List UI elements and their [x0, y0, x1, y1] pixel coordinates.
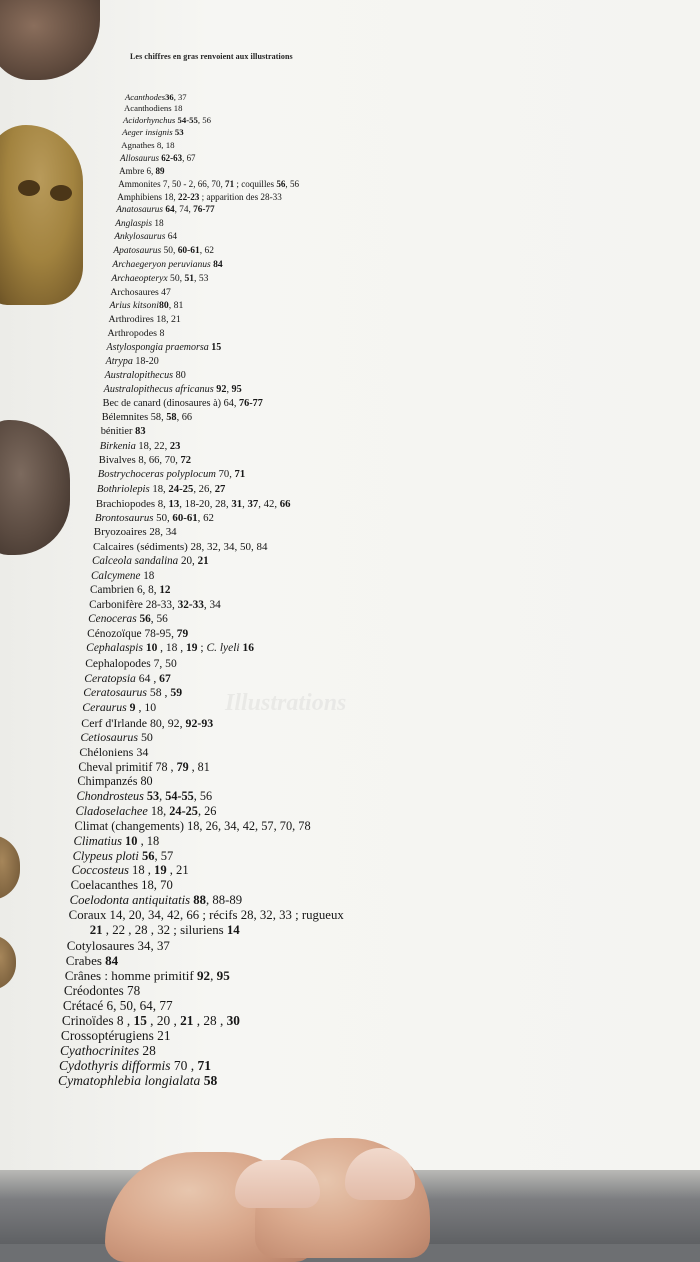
index-term: Birkenia	[99, 440, 136, 452]
index-entry	[89, 599, 221, 611]
index-entry	[110, 287, 170, 298]
page-ref: , 26	[197, 804, 217, 819]
page-ref: 95	[231, 384, 242, 396]
page-ref: 50	[137, 730, 153, 745]
page-ref: 18, 26, 34, 42, 57, 70, 78	[183, 818, 311, 833]
index-entry	[85, 657, 177, 670]
page-ref: 34	[133, 744, 149, 759]
page-ref: 6, 50, 64, 77	[103, 997, 173, 1013]
index-term: Ammonites	[118, 178, 161, 189]
page-ref: 80	[159, 300, 169, 312]
page-ref: 71	[197, 1057, 212, 1073]
page-ref: 18	[152, 218, 164, 229]
page-ref: 95	[216, 967, 230, 983]
index-term: Arius kitsoni	[109, 300, 160, 312]
page-ref: 9	[126, 700, 136, 714]
page-ref: ;	[197, 642, 207, 655]
index-entry	[66, 953, 118, 969]
page-ref: , 56	[150, 613, 168, 626]
index-term: Agnathes	[121, 139, 155, 150]
page-ref: C. lyeli	[206, 642, 240, 655]
page-ref: 76-77	[193, 205, 215, 216]
page-ref: , 67	[182, 152, 196, 163]
index-term: Bothriolepis	[96, 483, 150, 496]
index-entry	[98, 469, 245, 480]
index-term: Cladoselachee	[75, 804, 148, 819]
page-ref: , 26,	[193, 483, 215, 496]
page-ref: , 42,	[258, 497, 280, 510]
page-ref: 79	[176, 627, 189, 640]
page-ref: 18	[171, 103, 183, 114]
index-term: Brachiopodes	[95, 497, 156, 510]
page-ref: , 37	[173, 92, 187, 102]
page-ref: 89	[155, 165, 165, 176]
page-ref: 60-61	[177, 245, 200, 256]
skull-eye-left	[18, 180, 40, 196]
page-ref: , 57	[154, 848, 174, 863]
page-ref: 54-55	[165, 789, 194, 804]
index-term: Acanthodiens	[124, 103, 172, 114]
page-ref: 12	[159, 584, 171, 597]
index-header-note: Les chiffres en gras renvoient aux illustrations	[130, 52, 293, 61]
index-term: Climat (changements)	[74, 818, 184, 833]
index-entry	[58, 1073, 217, 1089]
page-ref: , 74,	[174, 205, 194, 216]
index-entry	[109, 300, 183, 311]
skull-photo	[0, 125, 83, 305]
index-entry	[115, 219, 163, 229]
page-ref: 8, 18	[154, 139, 175, 150]
page-ref: 15	[133, 1012, 147, 1028]
index-term: Cenoceras	[88, 613, 137, 626]
index-term: Coraux	[68, 908, 107, 923]
index-term: Cetiosaurus	[80, 730, 138, 745]
page-ref: 64,	[221, 398, 239, 410]
page-ref: , 18 ,	[157, 642, 187, 655]
index-term: Astylospongia praemorsa	[106, 342, 209, 354]
index-term: Calcaires (sédiments)	[92, 540, 188, 553]
page-ref: , 56	[193, 789, 213, 804]
page-ref: 66	[279, 497, 291, 510]
page-ref: , 21	[166, 863, 189, 878]
page-ref: 14, 20, 34, 42, 66 ; récifs 28, 32, 33 ; rugueux	[106, 908, 344, 923]
index-entry	[95, 512, 214, 524]
index-entry	[97, 483, 226, 495]
page-ref: , 34	[203, 598, 221, 611]
page-ref: 18 ,	[128, 863, 155, 878]
index-term: Coccosteus	[71, 863, 129, 878]
page-ref: 58	[200, 1073, 218, 1088]
page-ref: 64	[163, 205, 175, 216]
index-term: Arthrodires	[108, 314, 154, 326]
index-term: Brontosaurus	[94, 512, 154, 525]
page-ref: 8,	[155, 497, 169, 510]
index-term: Australopithecus	[104, 369, 174, 381]
index-entry	[101, 426, 146, 437]
page-ref: 83	[132, 426, 146, 438]
page-ref: 18, 22,	[135, 440, 170, 452]
page-ref: 31	[231, 497, 243, 510]
page-ref: , 20 ,	[146, 1012, 181, 1028]
page-ref: ,	[226, 384, 232, 396]
page-ref: ; apparition des 28-33	[199, 191, 282, 202]
page-ref: 56	[136, 613, 151, 626]
index-entry	[125, 92, 187, 102]
index-term: Chondrosteus	[76, 789, 144, 804]
page-ref: 22-23	[178, 191, 200, 202]
index-entry	[103, 398, 263, 409]
page-ref: 19	[154, 863, 167, 878]
index-entry	[70, 893, 242, 908]
page-ref: 88	[190, 893, 207, 908]
page-ref: 64	[165, 232, 178, 243]
index-entry	[104, 384, 242, 395]
index-term: Cheval primitif	[78, 759, 153, 774]
page-ref: 21	[153, 1027, 171, 1043]
page-ref: , 56	[285, 178, 300, 189]
page-ref: 67	[159, 671, 171, 685]
page-ref: , 53	[194, 272, 209, 284]
page-ref: 24-25	[168, 483, 194, 496]
index-term: Apatosaurus	[113, 245, 162, 256]
index-entry	[64, 983, 140, 999]
page-ref: 54-55	[175, 114, 198, 125]
index-term: Amphibiens	[117, 191, 162, 202]
index-entry	[69, 908, 344, 923]
page-ref: 32-33	[177, 598, 204, 611]
index-term: Crossoptérugiens	[60, 1027, 154, 1043]
index-entry	[121, 140, 175, 150]
index-term: Archaeopteryx	[111, 272, 168, 284]
page-ref: 56	[276, 178, 286, 189]
page-ref: 50,	[167, 272, 185, 284]
page-ref: 50,	[153, 512, 173, 525]
page-ref: 80	[173, 369, 186, 381]
page-ref: 34, 37	[134, 937, 170, 953]
page-ref: , 62	[199, 245, 214, 256]
page-ref: 16	[239, 642, 254, 655]
page-ref: 78	[123, 982, 141, 998]
page-ref: 84	[210, 259, 223, 271]
index-entry	[107, 342, 222, 353]
index-entry	[92, 555, 209, 567]
page-ref: 71	[234, 469, 246, 481]
index-entry	[75, 804, 216, 819]
page-ref: 78-95,	[141, 627, 177, 640]
index-entry	[82, 701, 156, 715]
index-entry	[87, 628, 188, 640]
index-term: Crinoïdes	[61, 1012, 114, 1028]
index-term: Calcymene	[91, 569, 141, 582]
index-entry	[61, 1028, 171, 1044]
index-term: Coelodonta antiquitatis	[69, 893, 191, 908]
index-entry	[96, 498, 291, 510]
index-entry	[80, 730, 153, 745]
page-ref: , 81	[168, 300, 184, 312]
index-entry	[122, 127, 184, 137]
index-term: Ceratosaurus	[83, 686, 147, 700]
index-entry	[79, 745, 148, 760]
page-ref: 51	[184, 272, 195, 284]
index-term: Aeger insignis	[122, 127, 173, 138]
index-entry	[99, 455, 191, 466]
fossil-photo-lower	[0, 835, 20, 900]
index-entry	[62, 1013, 240, 1029]
index-entry	[63, 998, 173, 1014]
index-entry	[74, 834, 160, 849]
index-entry	[116, 205, 214, 215]
index-term: Ceratopsia	[84, 671, 136, 685]
page-ref: , 10	[135, 700, 157, 714]
index-term: Carbonifère	[89, 598, 143, 611]
page-ref: 24-25	[169, 804, 198, 819]
index-entry	[119, 166, 164, 176]
page-ref: 8	[156, 328, 165, 340]
page-ref: 53	[143, 789, 160, 804]
page-ref: 80	[137, 774, 153, 789]
index-entry	[105, 370, 186, 381]
page-ref: 20,	[178, 555, 198, 568]
index-term: Bec de canard (dinosaures à)	[102, 398, 222, 410]
page-ref: 21	[197, 555, 209, 568]
index-entry	[78, 760, 209, 775]
index-term: Atrypa	[105, 355, 133, 367]
index-entry	[106, 356, 159, 367]
page-ref: 36	[165, 92, 174, 102]
index-term: Bélemnites	[101, 412, 149, 424]
skull-eye-right	[50, 185, 72, 201]
page-ref: 58,	[148, 412, 167, 424]
page-ref: 23	[169, 440, 181, 452]
index-term: Archosaures	[110, 286, 159, 298]
page-ref: 18,	[147, 804, 170, 819]
page-ref: 28-33,	[142, 598, 178, 611]
page-ref: , 18	[137, 833, 160, 848]
index-term: Allosaurus	[120, 152, 159, 163]
page-ref: 18,	[149, 483, 169, 496]
index-term: Ankylosaurus	[114, 232, 166, 243]
page-ref: 28, 32, 34, 50, 84	[187, 540, 268, 553]
page-ref: 76-77	[238, 398, 263, 410]
index-term: Clypeus ploti	[72, 848, 139, 863]
index-term: Bryozoaires	[93, 526, 147, 539]
index-term: Crétacé	[62, 997, 104, 1013]
index-entry	[124, 103, 182, 113]
page-ref: , 81	[188, 759, 210, 774]
index-entry	[93, 541, 268, 553]
page-ref: 72	[180, 454, 192, 466]
page-ref: 70 ,	[170, 1057, 198, 1073]
page-ref: 8, 66, 70,	[135, 454, 181, 466]
index-term: Chimpanzés	[77, 774, 138, 789]
index-entry	[67, 938, 170, 954]
page-ref: 6,	[144, 165, 156, 176]
index-entry	[75, 819, 311, 834]
page-ref: 47	[158, 286, 171, 298]
index-term: Crabes	[65, 952, 102, 968]
page-ref: 80, 92,	[146, 715, 186, 730]
index-term: Cerf d'Irlande	[81, 715, 147, 730]
page-ref: , 28 ,	[193, 1012, 227, 1028]
page-ref: 92	[193, 967, 211, 983]
page-ref: 14	[226, 922, 240, 937]
index-term: Australopithecus africanus	[103, 384, 214, 396]
index-entry	[112, 259, 222, 270]
index-entry	[113, 246, 214, 256]
page-ref: 50,	[161, 245, 178, 256]
fossil-photo-middle	[0, 420, 70, 555]
page-ref: 58	[166, 412, 177, 424]
page-ref: , 66	[176, 412, 193, 424]
index-entry	[123, 115, 211, 125]
page-ref: 92-93	[185, 715, 214, 730]
page-ref: ; coquilles	[234, 178, 277, 189]
index-entry	[100, 441, 181, 452]
index-term: Ceraurus	[82, 700, 127, 714]
page-ref: 62-63	[158, 152, 183, 163]
index-entry	[114, 232, 177, 242]
index-entry	[90, 923, 240, 938]
page-ref: ,	[210, 967, 217, 983]
index-entry	[108, 314, 180, 325]
index-entry	[120, 153, 195, 163]
page-ref: 8 ,	[113, 1012, 134, 1028]
page-ref: 18, 70	[138, 878, 173, 893]
page-ref: , 18-20, 28,	[179, 497, 232, 510]
page-ref: 84	[101, 952, 119, 968]
index-term: Bivalves	[98, 454, 136, 466]
page-ref: 79	[176, 759, 189, 774]
index-entry	[76, 789, 212, 804]
fossil-photo-top	[0, 0, 100, 80]
index-entry	[77, 774, 152, 789]
page-ref: 37	[247, 497, 259, 510]
page-ref: 10	[121, 833, 138, 848]
page-ref: 15	[208, 342, 222, 354]
page-ref: , 22 , 28 , 32 ; siluriens	[102, 922, 227, 937]
page-ref: 60-61	[172, 512, 198, 525]
page-ref: 28	[139, 1042, 156, 1058]
page-ref: 21	[89, 922, 103, 937]
index-term: Cénozoïque	[87, 627, 142, 640]
page-ref: 78 ,	[152, 759, 177, 774]
index-entry	[84, 672, 171, 685]
index-term: Coelacanthes	[70, 878, 138, 893]
bleed-through-text: Illustrations	[225, 690, 347, 716]
page-ref: 18-20	[132, 355, 159, 367]
page-ref: 18, 21	[153, 314, 181, 326]
index-entry	[60, 1043, 156, 1059]
page-ref: ,	[242, 497, 248, 510]
page-ref: , 62	[197, 512, 214, 525]
page-ref: 28, 34	[146, 526, 177, 539]
index-entry	[83, 686, 182, 699]
page-ref: 18	[140, 569, 155, 582]
page-ref: 18,	[161, 191, 179, 202]
index-term: Cydothyris difformis	[58, 1057, 171, 1073]
index-term: Archaegeryon peruvianus	[112, 259, 211, 271]
page-ref: 30	[226, 1012, 240, 1028]
index-entry	[71, 878, 173, 893]
index-term: Cyathocrinites	[59, 1042, 140, 1058]
page-ref: ,	[159, 789, 166, 804]
page-ref: , 56	[197, 114, 211, 125]
index-entry	[59, 1058, 211, 1074]
index-term: Cephalaspis	[86, 642, 143, 655]
index-term: Chéloniens	[79, 744, 134, 759]
page-ref: 53	[172, 127, 184, 138]
index-entry	[111, 273, 208, 284]
index-entry	[108, 328, 165, 339]
page-ref: 19	[186, 642, 198, 655]
page-ref: 13	[168, 497, 180, 510]
index-term: Cephalopodes	[85, 656, 151, 670]
index-entry	[90, 584, 170, 596]
index-entry	[91, 570, 154, 582]
index-term: Ambre	[119, 165, 145, 176]
page-ref: 7, 50 - 2, 66, 70,	[160, 178, 226, 189]
index-entry	[65, 968, 230, 984]
index-entry	[72, 863, 189, 878]
index-entry	[86, 642, 254, 654]
index-term: Acanthodes	[125, 92, 166, 102]
page-ref: 7, 50	[150, 656, 177, 670]
index-entry	[73, 849, 174, 864]
page-ref: 64 ,	[135, 671, 160, 685]
page-ref: 59	[170, 686, 183, 700]
index-term: Cambrien	[90, 584, 135, 597]
index-term: Arthropodes	[107, 328, 157, 340]
index-entry	[118, 179, 299, 189]
page-ref: 71	[225, 178, 235, 189]
index-term: Cotylosaures	[66, 937, 135, 953]
index-entry	[117, 192, 282, 202]
index-entry	[88, 613, 168, 625]
index-entry	[102, 412, 192, 423]
page-ref: 10	[142, 642, 158, 655]
page-ref: 6, 8,	[134, 584, 160, 597]
index-term: Acidorhynchus	[123, 114, 176, 125]
page-ref: 27	[214, 483, 226, 496]
index-term: Anglaspis	[115, 218, 153, 229]
page-ref: 56	[138, 848, 155, 863]
index-term: bénitier	[100, 426, 133, 438]
index-term: Climatius	[73, 833, 122, 848]
page-ref: 92	[213, 384, 227, 396]
fossil-photo-bottom	[0, 935, 16, 990]
page-ref: , 88-89	[206, 893, 243, 908]
page-ref: 58 ,	[146, 686, 171, 700]
page-ref: 70,	[215, 469, 235, 481]
page-ref: 21	[180, 1012, 194, 1028]
index-entry	[81, 716, 213, 731]
index-entry	[94, 526, 177, 538]
index-term: Créodontes	[63, 982, 124, 998]
index-term: Cymatophlebia longialata	[58, 1073, 201, 1088]
thumbnail-left	[235, 1160, 320, 1208]
index-term: Crânes : homme primitif	[64, 967, 194, 983]
index-term: Bostrychoceras polyplocum	[97, 469, 216, 481]
index-term: Anatosaurus	[116, 205, 164, 216]
index-term: Calceola sandalina	[91, 555, 179, 568]
